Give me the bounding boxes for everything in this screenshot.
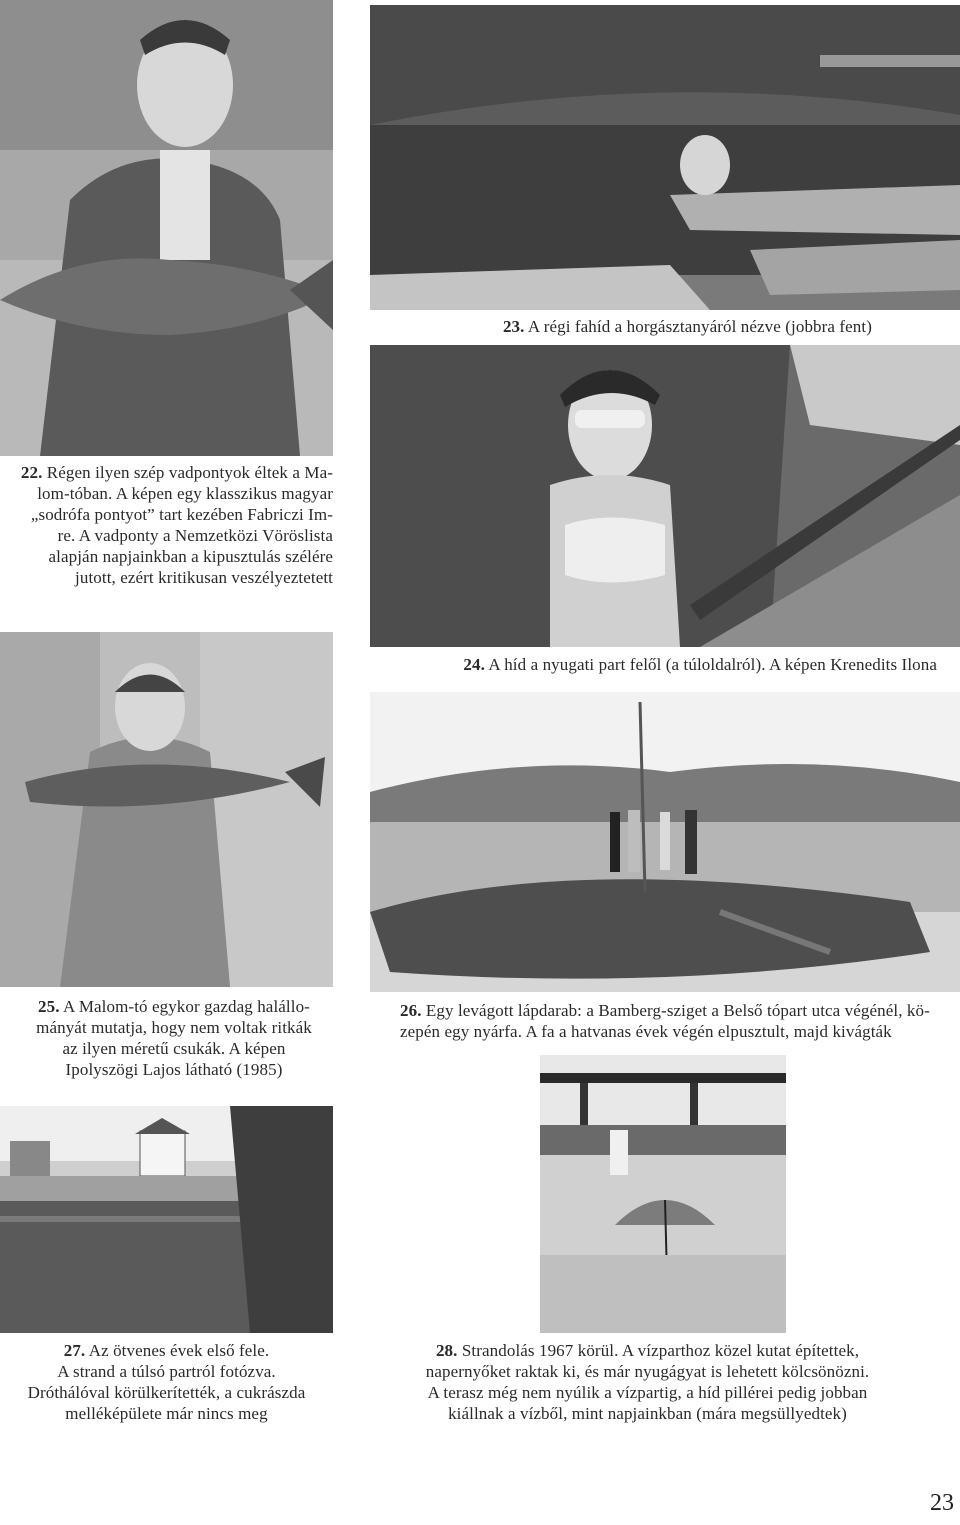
photo-man-with-pike xyxy=(0,632,333,987)
photo-bamberg-island xyxy=(370,692,960,992)
photo-old-bridge-boat xyxy=(370,5,960,310)
caption-23: 23. A régi fahíd a horgásztanyáról nézve (jobbra fent) xyxy=(502,317,872,336)
caption-28: 28. Strandolás 1967 körül. A vízparthoz közel kutat építettek, napernyőket raktak ki, és már nyugágyat is lehetett kölcsönözni. A terasz még nem nyúlik a vízpartig, a híd pillérei pedig jobban kiállnak a vízből, mint napjainkban (mára megsüllyedtek) xyxy=(425,1341,870,1423)
caption-24: 24. A híd a nyugati part felől (a túloldalról). A képen Krenedits Ilona xyxy=(463,655,937,674)
caption-25: 25. A Malom-tó egykor gazdag halállo- mányát mutatja, hogy nem voltak ritkák az ilyen méretű csukák. A képen Ipolyszögi Lajos látható (1985) xyxy=(36,997,312,1079)
photo-strand-fifties xyxy=(0,1106,333,1333)
photo-strand-1967 xyxy=(540,1055,786,1333)
photo-woman-on-bridge xyxy=(370,345,960,647)
caption-26: 26. Egy levágott lápdarab: a Bamberg-sziget a Belső tópart utca végénél, kö- zepén egy nyárfa. A fa a hatvanas évek végén elpusztult, majd kivágták xyxy=(400,1001,930,1041)
photo-man-with-carp xyxy=(0,0,333,456)
caption-27: 27. Az ötvenes évek első fele. A strand a túlsó partról fotózva. Dróthálóval körülkerítették, a cukrászda melléképülete már nincs meg xyxy=(27,1341,306,1423)
page-number: 23 xyxy=(930,1490,954,1516)
caption-22: 22. Régen ilyen szép vadpontyok éltek a Ma- lom-tóban. A képen egy klasszikus magyar „sodrófa pontyot” tart kezében Fabriczi Im- re. A vadponty a Nemzetközi Vöröslista alapján napjainkban a kipusztulás szélére jutott, ezért kritikusan veszélyeztetett xyxy=(20,463,333,587)
